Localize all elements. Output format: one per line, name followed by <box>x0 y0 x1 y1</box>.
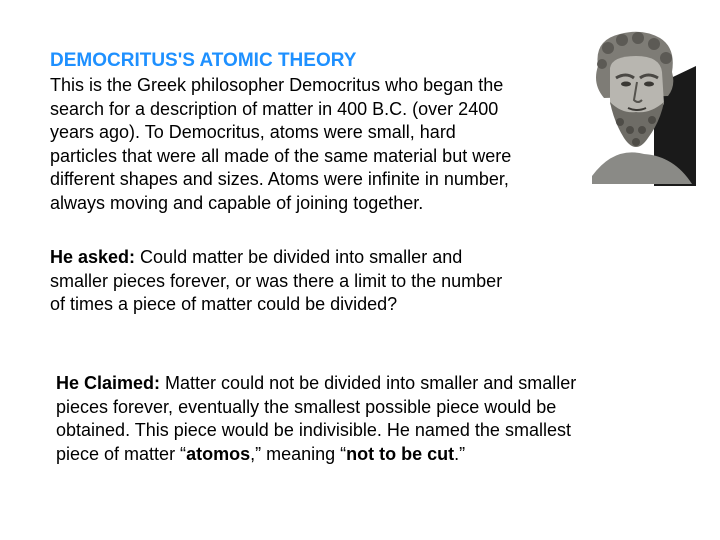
asked-line: smaller pieces forever, or was there a limit to the number <box>50 270 503 291</box>
term-atomos: atomos <box>186 443 251 464</box>
claimed-line <box>56 443 656 467</box>
intro-line: years ago). To Democritus, atoms were small, hard <box>50 122 456 142</box>
claimed-text: piece of matter “ <box>56 443 187 464</box>
claimed-label: He Claimed: <box>56 373 161 393</box>
intro-line: This is the Greek philosopher Democritus who began the <box>50 75 504 95</box>
claimed-text: .” <box>454 443 466 464</box>
claimed-line: pieces forever, eventually the smallest possible piece would be <box>56 396 557 417</box>
claimed-line <box>56 372 656 396</box>
asked-line <box>50 246 570 270</box>
intro-line: different shapes and sizes. Atoms were infinite in number, <box>50 169 509 189</box>
claimed-paragraph <box>56 372 656 466</box>
asked-label: He asked: <box>50 247 136 267</box>
asked-text: Could matter be divided into smaller and <box>135 247 463 267</box>
asked-paragraph <box>50 246 570 317</box>
intro-line: particles that were all made of the same material but were <box>50 145 512 166</box>
slide-title: DEMOCRITUS'S ATOMIC THEORY <box>50 50 357 71</box>
intro-paragraph <box>50 74 570 215</box>
asked-line: of times a piece of matter could be divided? <box>50 294 398 314</box>
term-not-to-be-cut: not to be cut <box>346 443 455 464</box>
claimed-text: ,” meaning “ <box>250 443 347 464</box>
democritus-bust-image <box>584 26 696 186</box>
intro-line: search for a description of matter in 400 B.C. (over 2400 <box>50 98 499 119</box>
claimed-line: obtained. This piece would be indivisible. He named the smallest <box>56 420 571 440</box>
claimed-text: Matter could not be divided into smaller and smaller <box>160 373 577 393</box>
intro-line: always moving and capable of joining together. <box>50 192 424 213</box>
